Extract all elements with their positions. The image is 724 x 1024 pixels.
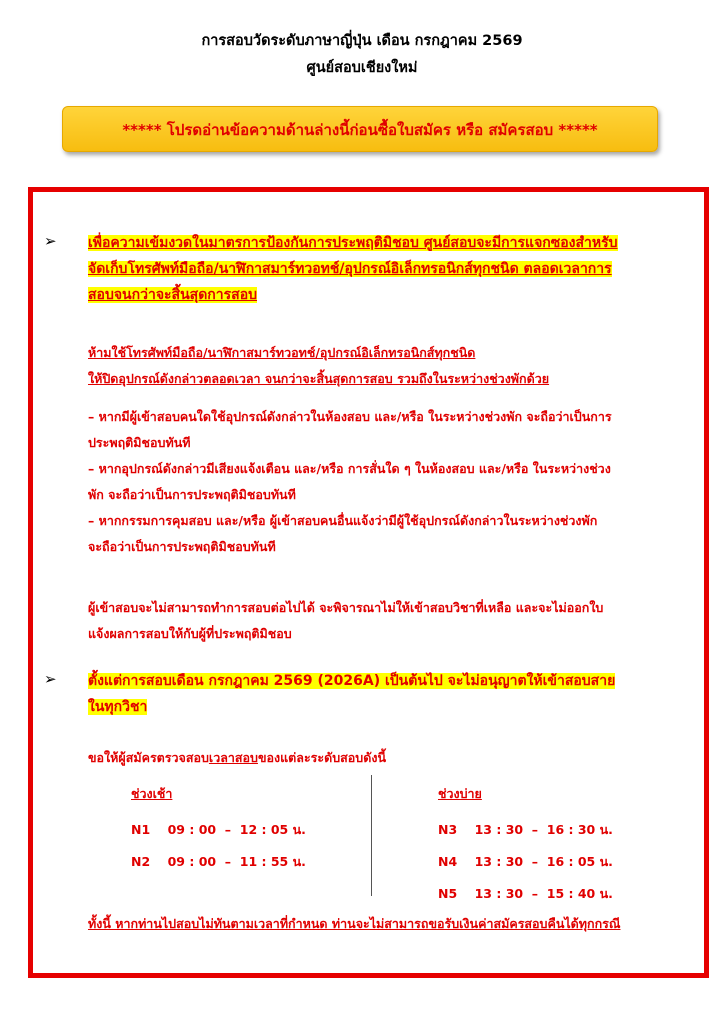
- section2-heading-line: ในทุกวิชา: [88, 699, 148, 715]
- morning-session-label: ช่วงเช้า: [131, 786, 173, 801]
- rule-line: – หากมีผู้เข้าสอบคนใดใช้อุปกรณ์ดังกล่าวในห้องสอบ และ/หรือ ในระหว่างช่วงพัก จะถือว่าเป็นการ: [88, 409, 612, 424]
- schedule-row-n4: [438, 852, 613, 872]
- exam-time-term: เวลาสอบ: [208, 750, 258, 765]
- bullet-arrow-icon: ➢: [44, 232, 57, 250]
- ban-line: ห้ามใช้โทรศัพท์มือถือ/นาฬิกาสมาร์ทวอทช์/อุปกรณ์อิเล็กทรอนิกส์ทุกชนิด: [88, 345, 476, 360]
- consequence-line: ผู้เข้าสอบจะไม่สามารถทำการสอบต่อไปได้ จะพิจารณาไม่ให้เข้าสอบวิชาที่เหลือ และจะไม่ออกใบ: [88, 600, 604, 615]
- section1-heading-line: จัดเก็บโทรศัพท์มือถือ/นาฬิกาสมาร์ทวอทช์/อุปกรณ์อิเล็กทรอนิกส์ทุกชนิด ตลอดเวลาการ: [88, 261, 612, 277]
- section1-heading-line: สอบจนกว่าจะสิ้นสุดการสอบ: [88, 287, 257, 303]
- intro-text: ของแต่ละระดับสอบดังนี้: [257, 750, 386, 765]
- device-ban-notice: [88, 340, 549, 392]
- intro-text: ขอให้ผู้สมัครตรวจสอบ: [88, 750, 209, 765]
- bullet-arrow-icon: ➢: [44, 670, 57, 688]
- rule-line: พัก จะถือว่าเป็นการประพฤติมิชอบทันที: [88, 487, 296, 502]
- consequence-line: แจ้งผลการสอบให้กับผู้ที่ประพฤติมิชอบ: [88, 626, 292, 641]
- level-label: N5: [438, 886, 458, 901]
- schedule-row-n5: [438, 884, 613, 904]
- afternoon-session-label: ช่วงบ่าย: [438, 786, 482, 801]
- section2-heading-line: ตั้งแต่การสอบเดือน กรกฎาคม 2569 (2026A) เป็นต้นไป จะไม่อนุญาตให้เข้าสอบสาย: [88, 673, 616, 689]
- rule-line: – หากกรรมการคุมสอบ และ/หรือ ผู้เข้าสอบคนอื่นแจ้งว่ามีผู้ใช้อุปกรณ์ดังกล่าวในระหว่างช่วงพัก: [88, 513, 598, 528]
- refund-notice: ทั้งนี้ หากท่านไปสอบไม่ทันตามเวลาที่กำหนด ท่านจะไม่สามารถขอรับเงินค่าสมัครสอบคืนได้ทุกกรณี: [88, 916, 621, 931]
- level-label: N1: [131, 822, 151, 837]
- schedule-row-n3: [438, 820, 613, 840]
- section1-heading: [88, 230, 688, 308]
- level-label: N2: [131, 854, 151, 869]
- violation-consequence: [88, 595, 688, 647]
- rule-line: ประพฤติมิชอบทันที: [88, 435, 191, 450]
- rule-line: จะถือว่าเป็นการประพฤติมิชอบทันที: [88, 539, 276, 554]
- schedule-intro: [88, 745, 386, 771]
- time-range: 09 : 00 – 12 : 05 น.: [167, 822, 306, 837]
- violation-rules: [88, 404, 688, 560]
- level-label: N3: [438, 822, 458, 837]
- notice-banner: ***** โปรดอ่านข้อความด้านล่างนี้ก่อนซื้อใบสมัคร หรือ สมัครสอบ *****: [62, 106, 658, 152]
- time-range: 13 : 30 – 15 : 40 น.: [474, 886, 613, 901]
- column-divider: [371, 775, 372, 896]
- section1-heading-line: เพื่อความเข้มงวดในมาตรการป้องกันการประพฤติมิชอบ ศูนย์สอบจะมีการแจกซองสำหรับ: [88, 235, 618, 251]
- schedule-row-n2: [131, 852, 306, 872]
- ban-line: ให้ปิดอุปกรณ์ดังกล่าวตลอดเวลา จนกว่าจะสิ้นสุดการสอบ รวมถึงในระหว่างช่วงพักด้วย: [88, 371, 550, 386]
- schedule-row-n1: [131, 820, 306, 840]
- time-range: 13 : 30 – 16 : 30 น.: [474, 822, 613, 837]
- page-header: [0, 28, 724, 82]
- rule-line: – หากอุปกรณ์ดังกล่าวมีเสียงแจ้งเตือน และ/หรือ การสั่นใด ๆ ในห้องสอบ และ/หรือ ในระหว่างช่วง: [88, 461, 611, 476]
- exam-title: การสอบวัดระดับภาษาญี่ปุ่น เดือน กรกฎาคม 2569: [201, 33, 523, 49]
- time-range: 13 : 30 – 16 : 05 น.: [474, 854, 613, 869]
- exam-center: ศูนย์สอบเชียงใหม่: [306, 60, 418, 76]
- time-range: 09 : 00 – 11 : 55 น.: [167, 854, 306, 869]
- level-label: N4: [438, 854, 458, 869]
- section2-heading: [88, 668, 688, 720]
